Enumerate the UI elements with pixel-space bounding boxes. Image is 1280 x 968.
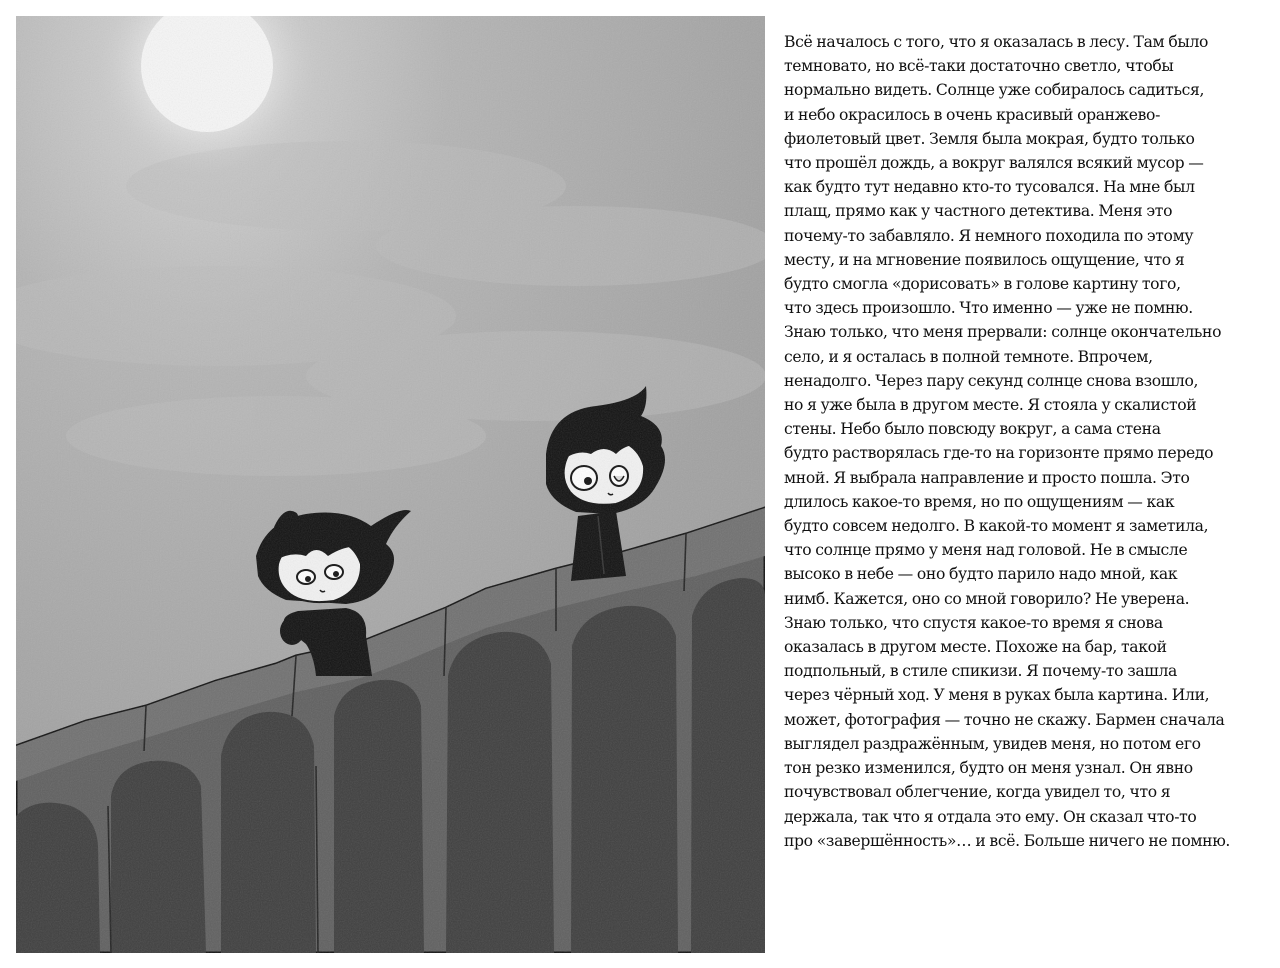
- story-line: нормально видеть. Солнце уже собиралось садиться,: [784, 81, 1205, 100]
- story-line: может, фотография — точно не скажу. Бармен сначала: [784, 710, 1225, 729]
- story-line: мной. Я выбрала направление и просто пошла. Это: [784, 468, 1190, 487]
- story-line: что здесь произошло. Что именно — уже не помню.: [784, 299, 1193, 318]
- story-line: что солнце прямо у меня над головой. Не в смысле: [784, 541, 1188, 560]
- story-text: [784, 30, 1280, 853]
- comic-illustration: [16, 16, 765, 953]
- story-line: почему-то забавляло. Я немного походила по этому: [784, 226, 1194, 245]
- story-line: ненадолго. Через пару секунд солнце снова взошло,: [784, 371, 1199, 390]
- story-line: что прошёл дождь, а вокруг валялся всякий мусор —: [784, 154, 1204, 173]
- story-line: про «завершённость»… и всё. Больше ничего не помню.: [784, 831, 1231, 850]
- story-line: месту, и на мгновение появилось ощущение, что я: [784, 250, 1185, 269]
- story-line: нимб. Кажется, оно со мной говорило? Не уверена.: [784, 589, 1190, 608]
- story-line: тон резко изменился, будто он меня узнал. Он явно: [784, 759, 1193, 778]
- story-line: темновато, но всё-таки достаточно светло, чтобы: [784, 57, 1174, 76]
- story-line: почувствовал облегчение, когда увидел то, что я: [784, 783, 1171, 802]
- story-line: плащ, прямо как у частного детектива. Меня это: [784, 202, 1173, 221]
- story-line: фиолетовый цвет. Земля была мокрая, будто только: [784, 129, 1195, 148]
- story-line: село, и я осталась в полной темноте. Впрочем,: [784, 347, 1153, 366]
- story-line: длилось какое-то время, но по ощущениям — как: [784, 492, 1175, 511]
- story-line: держала, так что я отдала это ему. Он сказал что-то: [784, 807, 1197, 826]
- story-line: Знаю только, что меня прервали: солнце окончательно: [784, 323, 1222, 342]
- story-line: как будто тут недавно кто-то тусовался. На мне был: [784, 178, 1195, 197]
- story-line: но я уже была в другом месте. Я стояла у скалистой: [784, 396, 1197, 415]
- story-line: высоко в небе — оно будто парило надо мной, как: [784, 565, 1178, 584]
- illustration-canvas: [16, 16, 765, 953]
- grain-overlay: [16, 16, 765, 953]
- story-line: подпольный, в стиле спикизи. Я почему-то зашла: [784, 662, 1177, 681]
- story-line: стены. Небо было повсюду вокруг, а сама стена: [784, 420, 1161, 439]
- story-line: Знаю только, что спустя какое-то время я снова: [784, 613, 1163, 632]
- story-line: будто растворялась где-то на горизонте прямо передо: [784, 444, 1214, 463]
- story-line: выглядел раздражённым, увидев меня, но потом его: [784, 734, 1201, 753]
- story-line: будто совсем недолго. В какой-то момент я заметила,: [784, 517, 1209, 536]
- story-line: будто смогла «дорисовать» в голове картину того,: [784, 275, 1181, 294]
- story-line: оказалась в другом месте. Похоже на бар, такой: [784, 638, 1167, 657]
- story-line: Всё началось с того, что я оказалась в лесу. Там было: [784, 33, 1209, 51]
- story-line: через чёрный ход. У меня в руках была картина. Или,: [784, 686, 1210, 705]
- story-line: и небо окрасилось в очень красивый оранжево-: [784, 105, 1160, 124]
